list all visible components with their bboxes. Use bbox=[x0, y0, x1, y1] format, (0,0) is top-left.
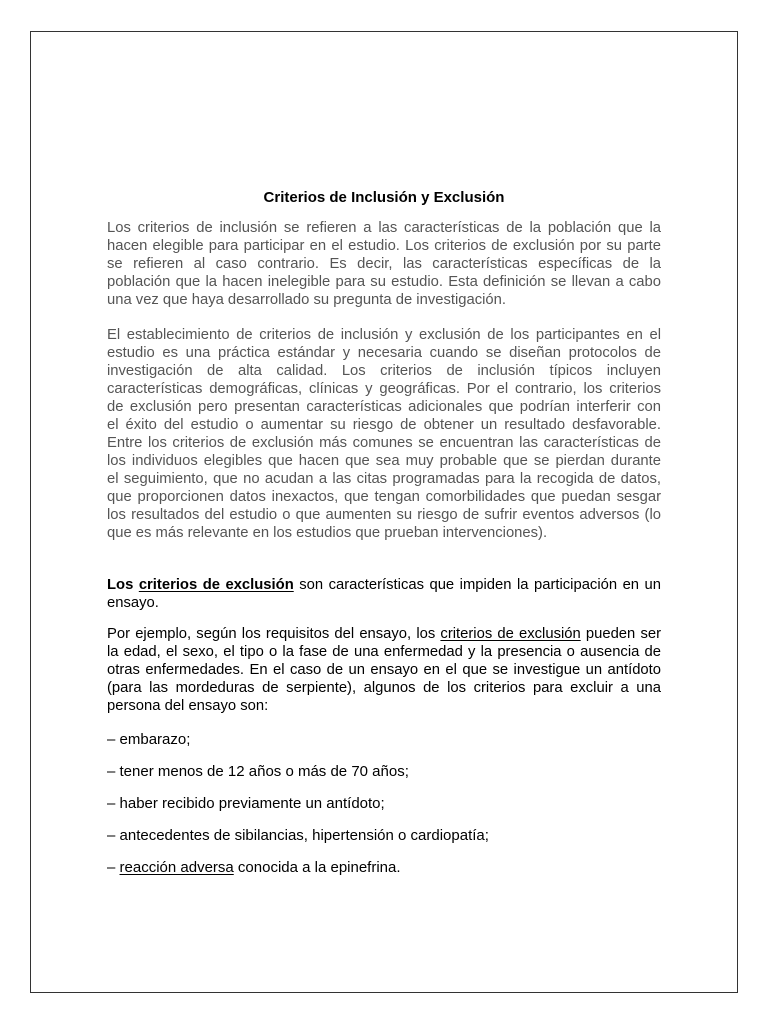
example-end: pueden ser bbox=[580, 626, 662, 642]
definition-line-2: ensayo. bbox=[107, 595, 159, 611]
paragraph-line: características demográficas, clínicas y geográficas. Por el contrario, los criterios bbox=[107, 381, 661, 397]
paragraph-line: (para las mordeduras de serpiente), algunos de los criterios para excluir a una bbox=[107, 680, 661, 696]
list-item: – embarazo; bbox=[107, 731, 191, 748]
paragraph-line: otras enfermedades. En el caso de un ensayo en el que se investigue un antídoto bbox=[107, 662, 661, 678]
adverse-reaction-link[interactable]: reacción adversa bbox=[119, 859, 234, 876]
definition-rest: son características que impiden la participación en un bbox=[293, 577, 661, 593]
paragraph-line: El establecimiento de criterios de inclusión y exclusión de los participantes en el bbox=[107, 327, 661, 343]
example-paragraph bbox=[107, 625, 661, 715]
paragraph-line: se refieren al caso contrario. Es decir, las características específicas de la bbox=[107, 256, 661, 272]
exclusion-criteria-definition bbox=[107, 576, 661, 612]
paragraph-line: que es más relevante en los estudios que prueban intervenciones). bbox=[107, 525, 548, 541]
list-item: – haber recibido previamente un antídoto; bbox=[107, 795, 385, 812]
example-start: Por ejemplo, según los requisitos del ensayo, los bbox=[107, 626, 441, 642]
paragraph-line: hacen elegible para participar en el estudio. Los criterios de exclusión por su parte bbox=[107, 238, 661, 254]
paragraph-line: estudio es una práctica estándar y necesaria cuando se diseñan protocolos de bbox=[107, 345, 661, 361]
paragraph-line: el seguimiento, que no acudan a las citas programadas para la recogida de datos, bbox=[107, 471, 661, 487]
paragraph-line: investigación de alta calidad. Los criterios de inclusión típicos incluyen bbox=[107, 363, 661, 379]
definition-lead: Los bbox=[107, 577, 139, 593]
paragraph-line: los individuos elegibles que hacen que sea muy probable que se pierdan durante bbox=[107, 453, 661, 469]
list-item: – tener menos de 12 años o más de 70 años; bbox=[107, 763, 409, 780]
exclusion-criteria-link[interactable]: criterios de exclusión bbox=[138, 577, 294, 593]
document-title: Criterios de Inclusión y Exclusión bbox=[263, 189, 505, 206]
paragraph-line: Entre los criterios de exclusión más comunes se encuentran las características de bbox=[107, 435, 661, 451]
exclusion-criteria-link[interactable]: criterios de exclusión bbox=[440, 626, 581, 642]
paragraph-line: el éxito del estudio o aumentar su riesgo de obtener un resultado desfavorable. bbox=[107, 417, 661, 433]
example-line-1 bbox=[107, 625, 661, 643]
inclusion-exclusion-definition-paragraph bbox=[107, 219, 661, 309]
paragraph-line: población que la hacen inelegible para su estudio. Esta definición se llevan a cabo bbox=[107, 274, 661, 290]
list-item-suffix: conocida a la epinefrina. bbox=[233, 859, 401, 876]
paragraph-line: una vez que haya desarrollado su pregunta de investigación. bbox=[107, 292, 506, 308]
paragraph-line: Los criterios de inclusión se refieren a las características de la población que la bbox=[107, 220, 661, 236]
list-item-prefix: – bbox=[107, 859, 120, 876]
paragraph-line: la edad, el sexo, el tipo o la fase de una enfermedad y la presencia o ausencia de bbox=[107, 644, 661, 660]
exclusion-criteria-list bbox=[107, 731, 661, 877]
definition-line-1 bbox=[107, 576, 661, 594]
paragraph-line: de exclusión pero presentan características adicionales que podrían interferir con bbox=[107, 399, 661, 415]
paragraph-line: los resultados del estudio o que aumenten su riesgo de sufrir eventos adversos (lo bbox=[107, 507, 661, 523]
list-item bbox=[107, 859, 661, 877]
paragraph-line: persona del ensayo son: bbox=[107, 698, 269, 714]
list-item: – antecedentes de sibilancias, hipertensión o cardiopatía; bbox=[107, 827, 489, 844]
paragraph-line: que proporcionen datos inexactos, que tengan comorbilidades que puedan sesgar bbox=[107, 489, 661, 505]
criteria-establishment-paragraph bbox=[107, 326, 661, 542]
